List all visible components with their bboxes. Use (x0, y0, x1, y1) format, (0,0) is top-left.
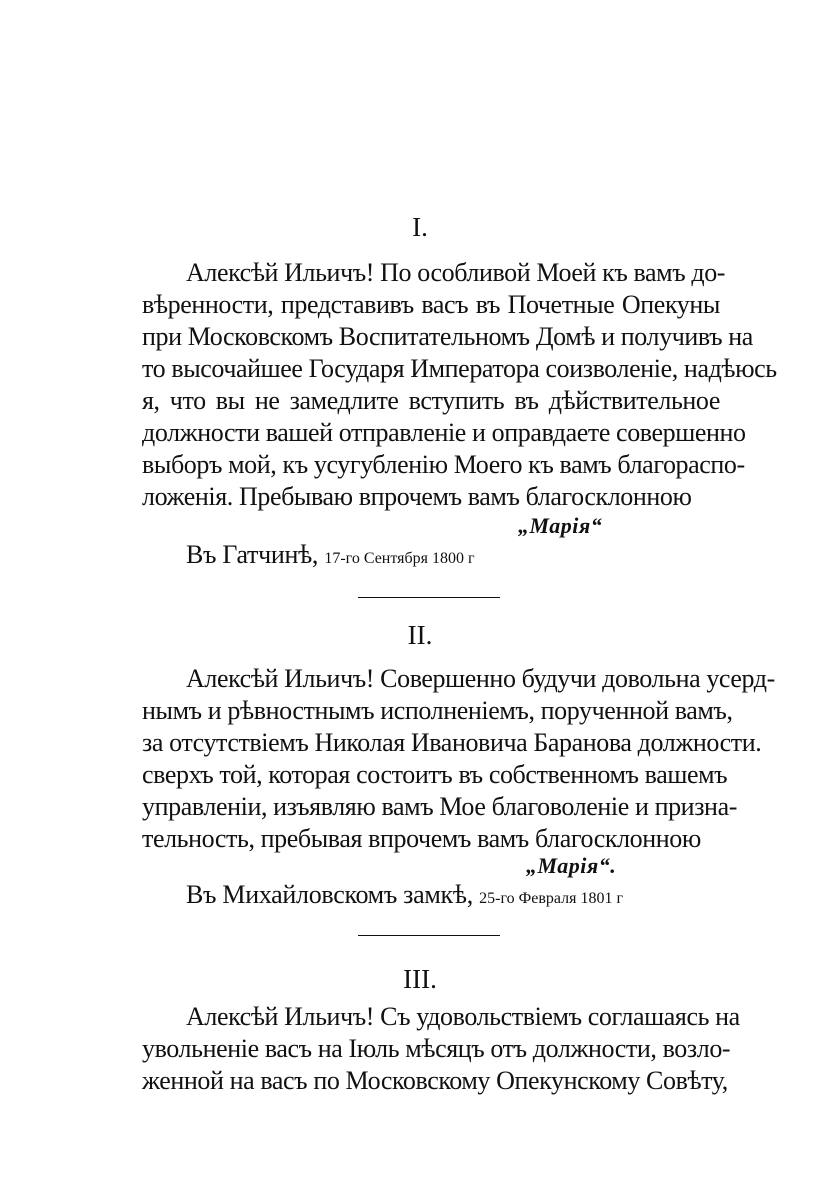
letter-3-line-2: увольненіе васъ на Іюль мѣсяцъ отъ должности, возло- (142, 1034, 731, 1063)
letter-2-place: Въ Михайловскомъ замкѣ, (186, 880, 473, 909)
letter-1-number: I. (412, 212, 428, 242)
letter-2-line-3: за отсутствіемъ Николая Ивановича Баранова должности. (142, 728, 762, 757)
letter-2-place-date (186, 880, 623, 914)
letter-1-place-date (186, 540, 475, 574)
letter-1-line-3: при Московскомъ Воспитательномъ Домѣ и получивъ на (142, 322, 753, 351)
letter-2-line-6: тельность, пребывая впрочемъ вамъ благосклонною (142, 824, 701, 853)
letter-2-line-2: нымъ и рѣвностнымъ исполненіемъ, порученной вамъ, (142, 696, 733, 725)
letter-1-line-4: то высочайшее Государя Императора соизволеніе, надѣюсь (142, 354, 777, 383)
letter-1-signature: „Марія“ (518, 513, 603, 538)
letter-3-number: III. (403, 964, 437, 994)
letter-2-date: 25-го Февраля 1801 г (479, 890, 624, 907)
letter-1-line-6: должности вашей отправленіе и оправдаете совершенно (142, 418, 746, 447)
letter-1-date: 17-го Сентября 1800 г (324, 550, 475, 567)
letter-2-line-1: Алексѣй Ильичъ! Совершенно будучи довольна усерд- (186, 664, 775, 693)
section-divider-2 (358, 935, 500, 936)
letter-2-signature: „Марія“. (526, 853, 617, 878)
letter-1-line-2: вѣренности, представивъ васъ въ Почетные Опекуны (142, 290, 720, 319)
letter-1-line-5: я, что вы не замедлите вступить въ дѣйствительное (142, 386, 720, 415)
letter-2-line-5: управленіи, изъявляю вамъ Мое благоволеніе и призна- (142, 792, 737, 821)
letter-1-line-7: выборъ мой, къ усугубленію Моего къ вамъ благораспо- (142, 450, 745, 479)
letter-1-line-1: Алексѣй Ильичъ! По особливой Моей къ вамъ до- (186, 258, 726, 287)
letter-2-number: II. (407, 620, 433, 650)
letter-1-place: Въ Гатчинѣ, (186, 540, 319, 569)
letter-3-line-1: Алексѣй Ильичъ! Съ удовольствіемъ соглашаясь на (186, 1002, 740, 1031)
letter-3-line-3: женной на васъ по Московскому Опекунскому Совѣту, (142, 1066, 728, 1095)
letter-2-line-4: сверхъ той, которая состоитъ въ собственномъ вашемъ (142, 760, 728, 789)
letter-1-line-8: ложенія. Пребываю впрочемъ вамъ благосклонною (142, 482, 692, 511)
section-divider-1 (358, 597, 500, 598)
